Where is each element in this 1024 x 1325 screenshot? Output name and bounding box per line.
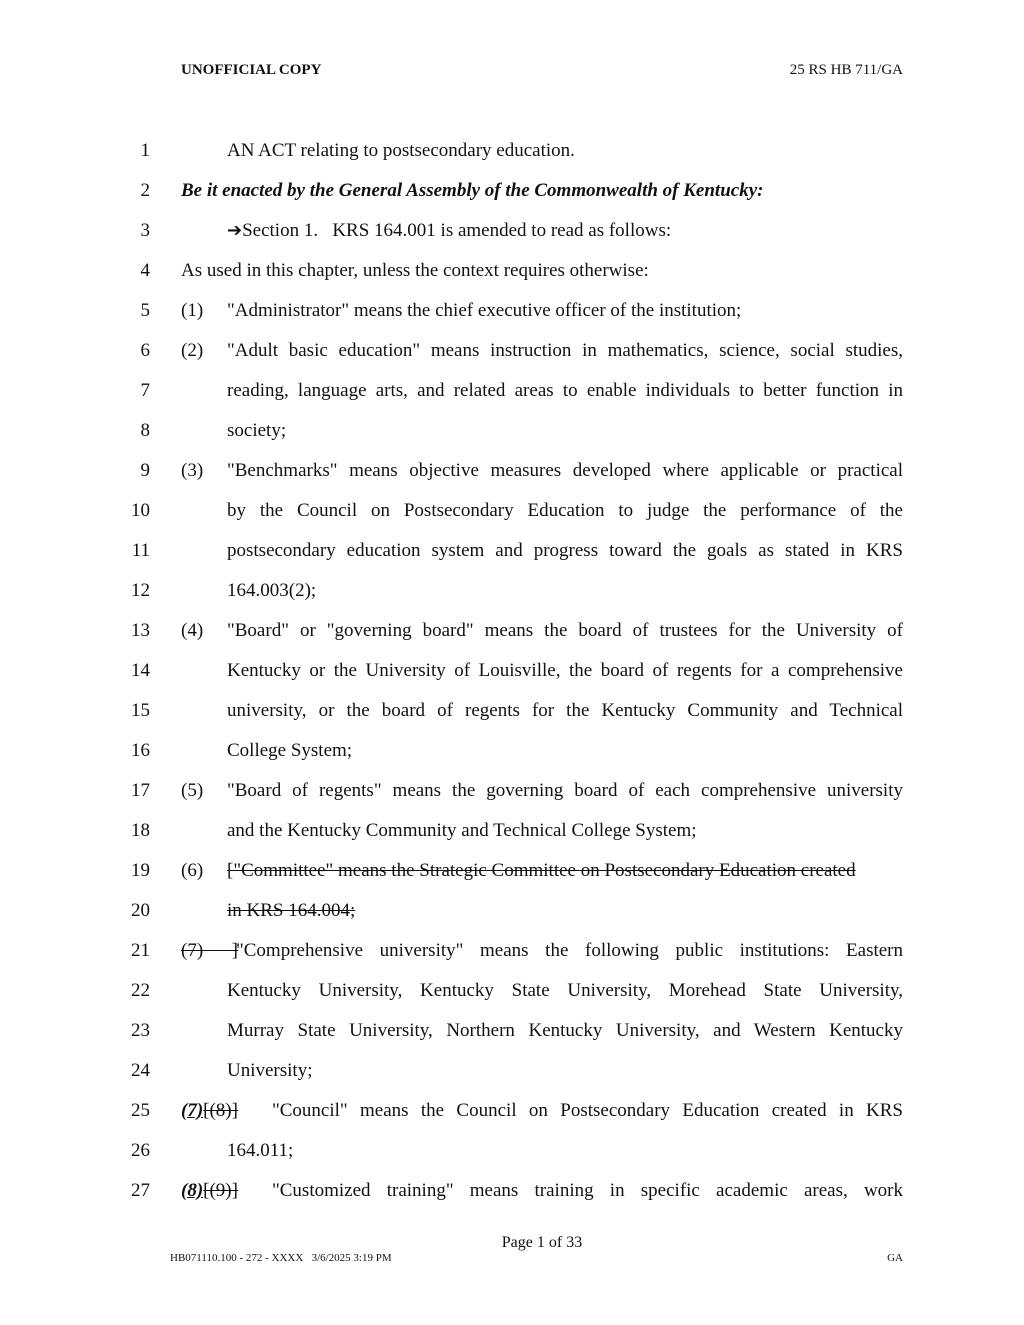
- line: [0, 816, 1024, 846]
- header-label-unofficial-copy: UNOFFICIAL COPY: [181, 62, 322, 78]
- line-number: 13: [131, 620, 150, 641]
- line-text: Kentucky or the University of Louisville, the board of regents for a comprehensive: [227, 660, 903, 681]
- deleted-marker: [(8)]: [203, 1100, 238, 1121]
- deleted-subsection-marker: (7) ]: [181, 940, 238, 961]
- line-number: 18: [131, 820, 150, 841]
- line: [0, 256, 1024, 286]
- line-text: "Adult basic education" means instruction in mathematics, science, social studies,: [227, 340, 903, 361]
- line-number: 23: [131, 1020, 150, 1041]
- subsection-marker: (6): [181, 860, 204, 881]
- line: [0, 656, 1024, 686]
- line-text: and the Kentucky Community and Technical College System;: [227, 820, 697, 841]
- line-number: 14: [131, 660, 150, 681]
- line-number: 25: [131, 1100, 150, 1121]
- deleted-marker: [(9)]: [203, 1180, 238, 1201]
- line: [0, 176, 1024, 206]
- line: [0, 776, 1024, 806]
- line: [0, 336, 1024, 366]
- line-number: 3: [140, 220, 150, 241]
- subsection-marker: (3): [181, 460, 204, 481]
- subsection-marker: (4): [181, 620, 204, 641]
- line-number: 8: [140, 420, 150, 441]
- line: [0, 576, 1024, 606]
- line-number: 16: [131, 740, 150, 761]
- line: [0, 616, 1024, 646]
- subsection-marker: (5): [181, 780, 204, 801]
- line-text: society;: [227, 420, 287, 441]
- line-text: "Comprehensive university" means the following public institutions: Eastern: [236, 940, 903, 961]
- line: [0, 536, 1024, 566]
- line-text: reading, language arts, and related areas to enable individuals to better function in: [227, 380, 903, 401]
- line-number: 9: [140, 460, 150, 481]
- arrow-right-icon: ➔: [227, 220, 243, 241]
- line-number: 4: [140, 260, 150, 281]
- deleted-text: ["Committee" means the Strategic Committee on Postsecondary Education created: [227, 860, 856, 881]
- line-number: 17: [131, 780, 150, 801]
- line-number: 10: [131, 500, 150, 521]
- line: [0, 1136, 1024, 1166]
- line-text: College System;: [227, 740, 353, 761]
- header-bill-id: 25 RS HB 711/GA: [789, 62, 903, 78]
- footer-doc-id: HB071110.100 - 272 - XXXX 3/6/2025 3:19 PM: [170, 1252, 392, 1264]
- line-text: "Customized training" means training in specific academic areas, work: [272, 1180, 903, 1201]
- line-number: 24: [131, 1060, 150, 1081]
- line-number: 11: [131, 540, 150, 561]
- line: [0, 936, 1024, 966]
- deleted-text: in KRS 164.004;: [227, 900, 356, 921]
- line-text: "Board" or "governing board" means the board of trustees for the University of: [227, 620, 903, 641]
- line-text: "Council" means the Council on Postsecondary Education created in KRS: [272, 1100, 903, 1121]
- line-text: postsecondary education system and progress toward the goals as stated in KRS: [227, 540, 903, 561]
- line: [0, 976, 1024, 1006]
- line: [0, 736, 1024, 766]
- amended-subsection-marker: [181, 1096, 238, 1126]
- line-text: "Benchmarks" means objective measures developed where applicable or practical: [227, 460, 903, 481]
- line: [0, 1096, 1024, 1126]
- line-number: 1: [140, 140, 150, 161]
- inserted-marker: (7): [181, 1100, 204, 1121]
- line: [0, 136, 1024, 166]
- line: [0, 696, 1024, 726]
- line-number: 22: [131, 980, 150, 1001]
- line-number: 20: [131, 900, 150, 921]
- line-text: by the Council on Postsecondary Education to judge the performance of the: [227, 500, 903, 521]
- subsection-marker: (2): [181, 340, 204, 361]
- line: [0, 456, 1024, 486]
- subsection-marker: (1): [181, 300, 204, 321]
- amended-subsection-marker: [181, 1176, 238, 1206]
- line: [0, 856, 1024, 886]
- act-title: AN ACT relating to postsecondary education.: [227, 140, 575, 161]
- line-text: 164.003(2);: [227, 580, 317, 601]
- line: [0, 1016, 1024, 1046]
- footer-initials: GA: [887, 1252, 903, 1264]
- line-text: "Board of regents" means the governing board of each comprehensive university: [227, 780, 903, 801]
- line-text: University;: [227, 1060, 313, 1081]
- section-heading: [227, 216, 671, 246]
- line: [0, 376, 1024, 406]
- line-number: 26: [131, 1140, 150, 1161]
- line: [0, 896, 1024, 926]
- line-number: 27: [131, 1180, 150, 1201]
- line: [0, 296, 1024, 326]
- line: [0, 416, 1024, 446]
- line-number: 7: [140, 380, 150, 401]
- line-text: university, or the board of regents for the Kentucky Community and Technical: [227, 700, 903, 721]
- line: [0, 216, 1024, 246]
- line: [0, 1176, 1024, 1206]
- line-number: 15: [131, 700, 150, 721]
- line-text: As used in this chapter, unless the context requires otherwise:: [181, 260, 649, 281]
- line-text: Kentucky University, Kentucky State University, Morehead State University,: [227, 980, 903, 1001]
- line-text: 164.011;: [227, 1140, 294, 1161]
- line-number: 19: [131, 860, 150, 881]
- section-heading-text: Section 1. KRS 164.001 is amended to read as follows:: [242, 220, 672, 241]
- page-number: Page 1 of 33: [501, 1234, 583, 1251]
- line-text: Murray State University, Northern Kentucky University, and Western Kentucky: [227, 1020, 903, 1041]
- line-number: 6: [140, 340, 150, 361]
- line-number: 21: [131, 940, 150, 961]
- line-number: 12: [131, 580, 150, 601]
- enacting-clause: Be it enacted by the General Assembly of the Commonwealth of Kentucky:: [181, 180, 764, 201]
- line: [0, 1056, 1024, 1086]
- line-text: "Administrator" means the chief executive officer of the institution;: [227, 300, 742, 321]
- line: [0, 496, 1024, 526]
- line-number: 5: [140, 300, 150, 321]
- inserted-marker: (8): [181, 1180, 204, 1201]
- line-number: 2: [140, 180, 150, 201]
